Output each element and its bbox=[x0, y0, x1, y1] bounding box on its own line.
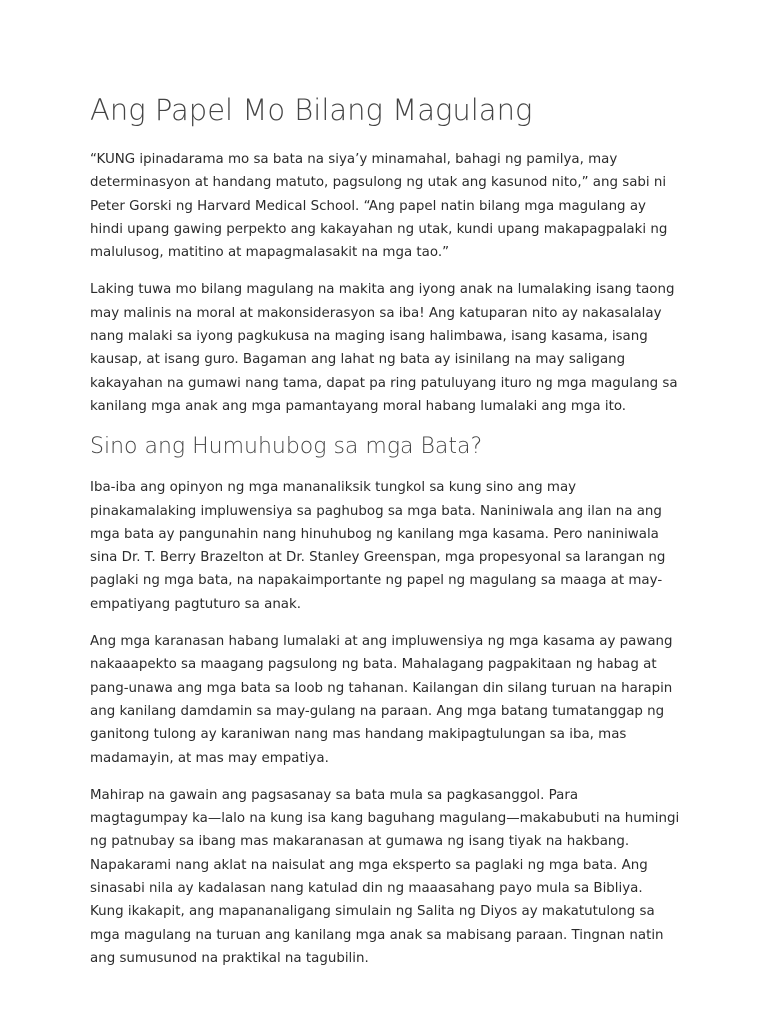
intro-paragraph-2: Laking tuwa mo bilang magulang na makita ang iyong anak na lumalaking isang taong may malinis na moral at makonsiderasyon sa iba! Ang katuparan nito ay nakasalalay nang malaki sa iyong pagkukusa na maging isang halimbawa, isang kasama, isang kausap, at isang guro. Bagaman ang lahat ng bata ay isinilang na may saligang kakayahan na gumawi nang tama, dapat pa ring patuluyang ituro ng mga magulang sa kanilang mga anak ang mga pamantayang moral habang lumalaki ang mga ito. bbox=[90, 282, 678, 414]
section-paragraph-3: Mahirap na gawain ang pagsasanay sa bata mula sa pagkasanggol. Para magtagumpay ka—lalo na kung isa kang baguhang magulang—makabubuti na humingi ng patnubay sa ibang mas makaranasan at gumawa ng isang tiyak na hakbang. Napakarami nang aklat na naisulat ang mga eksperto sa paglaki ng mga bata. Ang sinasabi nila ay kadalasan nang katulad din ng maaasahang payo mula sa Bibliya. Kung ikakapit, ang mapananaligang simulain ng Salita ng Diyos ay makatutulong sa mga magulang na turuan ang kanilang mga anak sa mabisang paraan. Tingnan natin ang sumusunod na praktikal na tagubilin. bbox=[90, 787, 680, 966]
section-paragraph-1: Iba-iba ang opinyon ng mga mananaliksik tungkol sa kung sino ang may pinakamalaking impluwensiya sa paghubog sa mga bata. Naniniwala ang ilan na ang mga bata ay pangunahin nang hinuhubog ng kanilang mga kasama. Pero naniniwala sina Dr. T. Berry Brazelton at Dr. Stanley Greenspan, mga propesyonal sa larangan ng paglaki ng mga bata, na napakaimportante ng papel ng magulang sa maaga at may-empatiyang pagtuturo sa anak. bbox=[90, 480, 666, 612]
intro-paragraph-1: “KUNG ipinadarama mo sa bata na siya’y minamahal, bahagi ng pamilya, may determinasyon at handang matuto, pagsulong ng utak ang kasunod nito,” ang sabi ni Peter Gorski ng Harvard Medical School. “Ang papel natin bilang mga magulang ay hindi upang gawing perpekto ang kakayahan ng utak, kundi upang makapagpalaki ng malulusog, matitino at mapagmalasakit na mga tao.” bbox=[90, 152, 668, 261]
section-heading: Sino ang Humuhubog sa mga Bata? bbox=[90, 434, 483, 460]
article-title: Ang Papel Mo Bilang Magulang bbox=[90, 93, 533, 127]
article-body bbox=[90, 92, 680, 984]
section-paragraph-2: Ang mga karanasan habang lumalaki at ang impluwensiya ng mga kasama ay pawang nakaaapekto sa maagang pagsulong ng bata. Mahalagang pagpakitaan ng habag at pang-unawa ang mga bata sa loob ng tahanan. Kailangan din silang turuan na harapin ang kanilang damdamin sa may-gulang na paraan. Ang mga batang tumatanggap ng ganitong tulong ay karaniwan nang mas handang makipagtulungan sa iba, mas madamayin, at mas may empatiya. bbox=[90, 634, 673, 766]
